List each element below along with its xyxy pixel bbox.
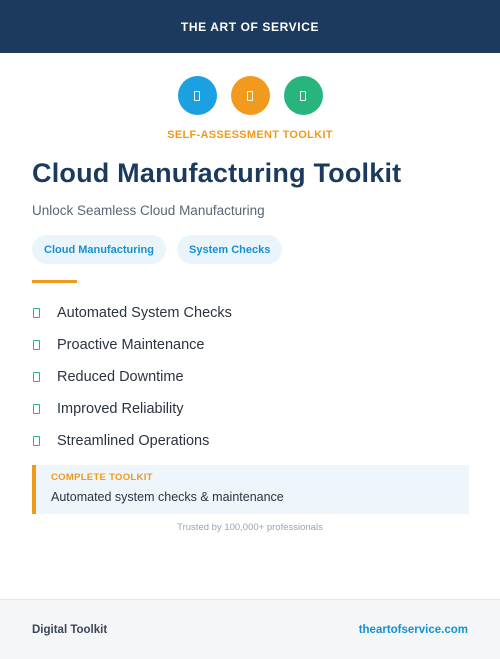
feature-label: Streamlined Operations [57, 433, 210, 449]
feature-list [32, 297, 232, 457]
check-icon [33, 436, 40, 446]
list-item [32, 393, 232, 425]
feature-label: Reduced Downtime [57, 369, 184, 385]
footer [0, 599, 500, 659]
page-subtitle: Unlock Seamless Cloud Manufacturing [32, 203, 265, 218]
check-icon [33, 340, 40, 350]
callout-text: Automated system checks & maintenance [51, 490, 284, 504]
icon-row [0, 76, 500, 115]
feature-label: Improved Reliability [57, 401, 184, 417]
check-icon [33, 308, 40, 318]
check-icon [33, 372, 40, 382]
list-item [32, 329, 232, 361]
brand-title: THE ART OF SERVICE [180, 19, 320, 34]
page-title: Cloud Manufacturing Toolkit [32, 158, 402, 188]
tag-system-checks[interactable]: System Checks [177, 235, 282, 264]
tag-cloud-manufacturing[interactable]: Cloud Manufacturing [32, 235, 166, 264]
website-link[interactable]: theartofservice.com [358, 623, 468, 636]
toolkit-callout [32, 465, 469, 514]
orange-square-icon [231, 76, 270, 115]
blue-square-icon [178, 76, 217, 115]
trust-note: Trusted by 100,000+ professionals [177, 522, 323, 533]
eyebrow-label: SELF-ASSESSMENT TOOLKIT [167, 129, 333, 141]
check-icon [33, 404, 40, 414]
accent-divider [32, 280, 77, 283]
callout-label: COMPLETE TOOLKIT [51, 472, 153, 483]
list-item [32, 425, 232, 457]
green-square-icon [284, 76, 323, 115]
feature-label: Automated System Checks [57, 305, 232, 321]
tag-list [32, 235, 282, 264]
list-item [32, 361, 232, 393]
list-item [32, 297, 232, 329]
top-banner [0, 0, 500, 53]
footer-label: Digital Toolkit [32, 623, 108, 636]
feature-label: Proactive Maintenance [57, 337, 205, 353]
